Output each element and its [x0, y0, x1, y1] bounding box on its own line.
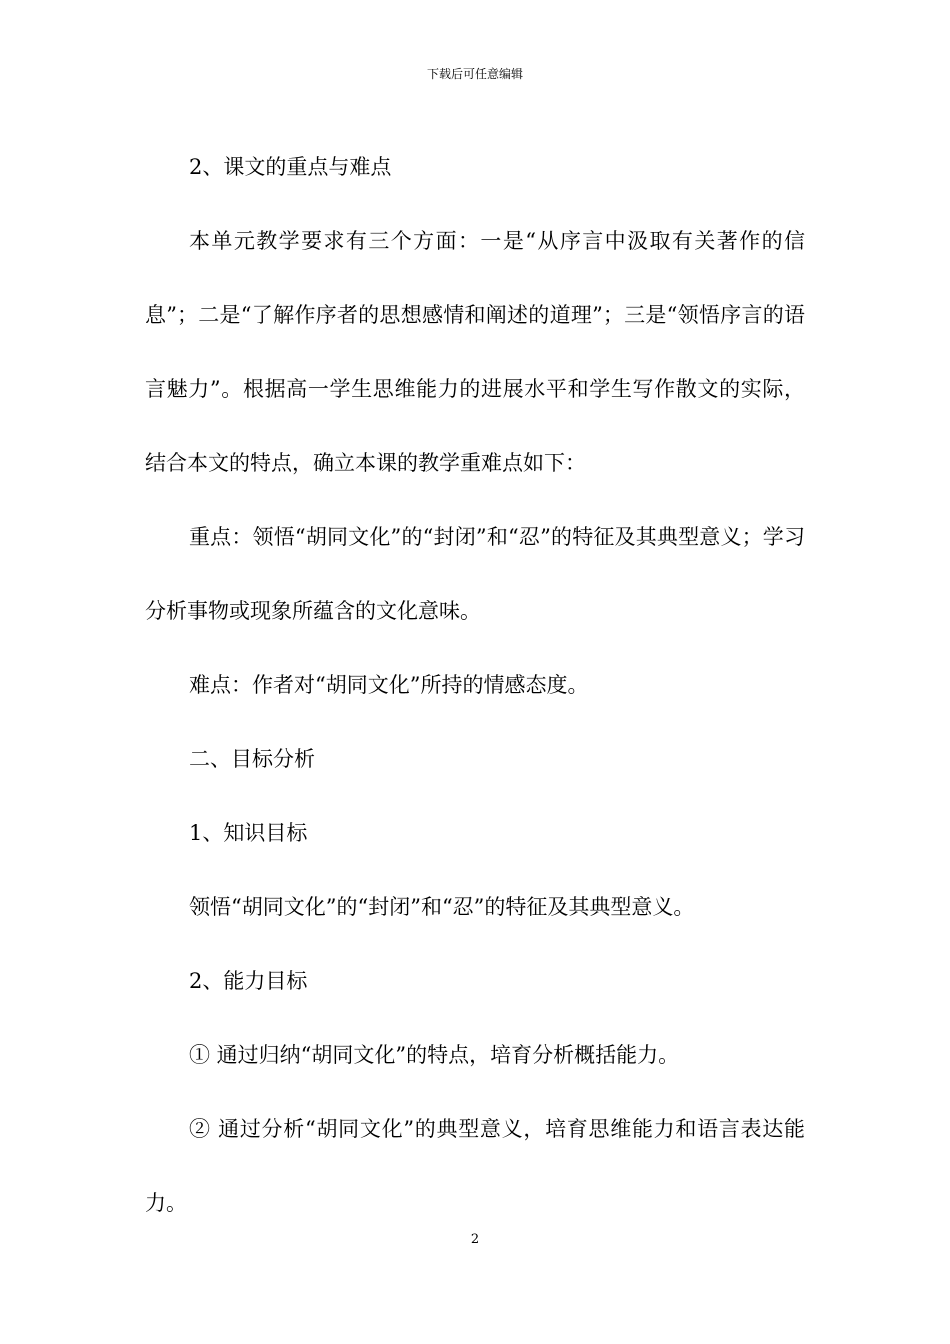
list-item-ability-2: ② 通过分析“胡同文化”的典型意义，培育思维能力和语言表达能力。: [145, 1117, 805, 1215]
subheading-knowledge-goal: 1、知识目标: [189, 821, 308, 845]
paragraph-knowledge-goal: 领悟“胡同文化”的“封闭”和“忍”的特征及其典型意义。: [189, 895, 695, 919]
page-header: 下载后可任意编辑: [426, 67, 523, 81]
subheading-ability-goal: 2、能力目标: [189, 969, 308, 993]
list-item-ability-1: ① 通过归纳“胡同文化”的特点，培育分析概括能力。: [189, 1043, 680, 1067]
section-heading-key-points: 2、课文的重点与难点: [189, 155, 392, 179]
page-number: 2: [470, 1232, 480, 1247]
document-body: [145, 130, 805, 1240]
paragraph-unit-requirements: 本单元教学要求有三个方面：一是“从序言中汲取有关著作的信息”；二是“了解作序者的思想感情和阐述的道理”；三是“领悟序言的语言魅力”。根据高一学生思维能力的进展水平和学生写作散文的实际，结合本文的特点，确立本课的教学重难点如下：: [145, 229, 805, 475]
paragraph-key-point: 重点：领悟“胡同文化”的“封闭”和“忍”的特征及其典型意义；学习分析事物或现象所蕴含的文化意味。: [145, 525, 805, 623]
paragraph-difficulty: 难点：作者对“胡同文化”所持的情感态度。: [189, 673, 589, 697]
section-heading-goal-analysis: 二、目标分析: [189, 747, 315, 771]
